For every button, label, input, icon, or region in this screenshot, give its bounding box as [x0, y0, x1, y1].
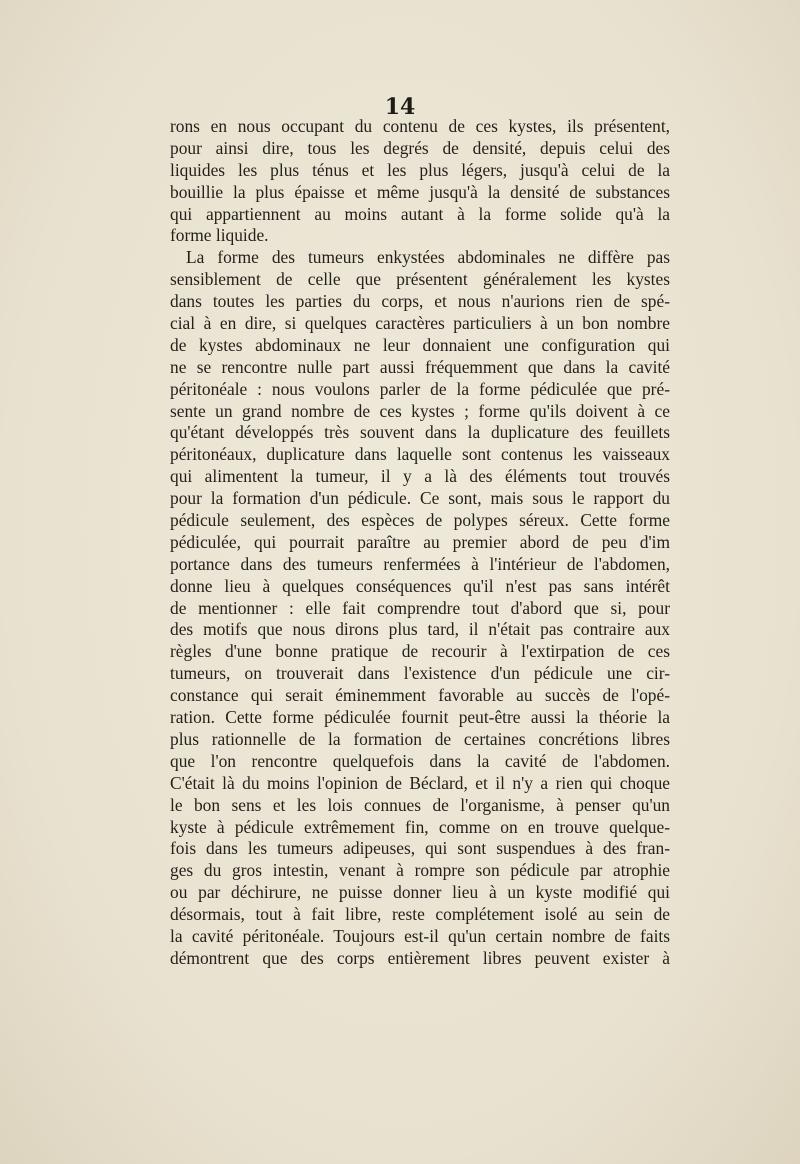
text-line: de mentionner : elle fait comprendre tout d'abord que si, pour: [170, 597, 670, 618]
text-line: qui alimentent la tumeur, il y a là des éléments tout trouvés: [170, 466, 670, 487]
text-line: portance dans des tumeurs renfermées à l'intérieur de l'abdomen,: [170, 553, 670, 574]
text-line: plus rationnelle de la formation de certaines concrétions libres: [170, 728, 670, 749]
text-line: La forme des tumeurs enkystées abdominales ne diffère pas: [186, 247, 670, 268]
text-line: cial à en dire, si quelques caractères particuliers à un bon nombre: [170, 313, 670, 334]
text-line: péritonéaux, duplicature dans laquelle sont contenus les vaisseaux: [170, 444, 670, 465]
page-number: 14: [384, 94, 416, 120]
text-line: sente un grand nombre de ces kystes ; forme qu'ils doivent à ce: [170, 400, 670, 421]
text-line: qui appartiennent au moins autant à la forme solide qu'à la: [170, 203, 670, 224]
text-line: ration. Cette forme pédiculée fournit peut-être aussi la théorie la: [170, 707, 670, 728]
text-line: le bon sens et les lois connues de l'organisme, à penser qu'un: [170, 794, 670, 815]
text-line: rons en nous occupant du contenu de ces kystes, ils présentent,: [170, 116, 670, 136]
text-line: péritonéale : nous voulons parler de la forme pédiculée que pré-: [170, 378, 670, 399]
body-text: [170, 116, 670, 970]
text-line: fois dans les tumeurs adipeuses, qui sont suspendues à des fran-: [170, 838, 670, 859]
text-line: sensiblement de celle que présentent généralement les kystes: [170, 269, 670, 290]
text-line: dans toutes les parties du corps, et nous n'aurions rien de spé-: [170, 291, 670, 312]
text-line: pour ainsi dire, tous les degrés de densité, depuis celui des: [170, 137, 670, 158]
text-line: liquides les plus ténus et les plus légers, jusqu'à celui de la: [170, 159, 670, 180]
text-line: bouillie la plus épaisse et même jusqu'à la densité de substances: [170, 181, 670, 202]
text-line: pédicule seulement, des espèces de polypes séreux. Cette forme: [170, 510, 670, 531]
text-line: qu'étant développés très souvent dans la duplicature des feuillets: [170, 422, 670, 443]
text-line: que l'on rencontre quelquefois dans la cavité de l'abdomen.: [170, 750, 670, 771]
text-line: pédiculée, qui pourrait paraître au premier abord de peu d'im: [170, 531, 670, 552]
text-line: règles d'une bonne pratique de recourir à l'extirpation de ces: [170, 641, 670, 662]
text-line: des motifs que nous dirons plus tard, il n'était pas contraire aux: [170, 619, 670, 640]
text-line: la cavité péritonéale. Toujours est-il qu'un certain nombre de faits: [170, 925, 670, 946]
text-line: C'était là du moins l'opinion de Béclard, et il n'y a rien qui choque: [170, 772, 670, 793]
text-line: démontrent que des corps entièrement libres peuvent exister à: [170, 947, 670, 968]
text-line: kyste à pédicule extrêmement fin, comme on en trouve quelque-: [170, 816, 670, 837]
text-line: pour la formation d'un pédicule. Ce sont, mais sous le rapport du: [170, 488, 670, 509]
text-line: ges du gros intestin, venant à rompre son pédicule par atrophie: [170, 860, 670, 881]
text-line: ne se rencontre nulle part aussi fréquemment que dans la cavité: [170, 356, 670, 377]
text-line: forme liquide.: [170, 225, 269, 246]
text-line: ou par déchirure, ne puisse donner lieu à un kyste modifié qui: [170, 882, 670, 903]
text-line: constance qui serait éminemment favorable au succès de l'opé-: [170, 685, 670, 706]
text-line: donne lieu à quelques conséquences qu'il n'est pas sans intérêt: [170, 575, 670, 596]
text-line: tumeurs, on trouverait dans l'existence d'un pédicule une cir-: [170, 663, 670, 684]
text-line: désormais, tout à fait libre, reste complétement isolé au sein de: [170, 904, 670, 925]
text-line: de kystes abdominaux ne leur donnaient une configuration qui: [170, 334, 670, 355]
